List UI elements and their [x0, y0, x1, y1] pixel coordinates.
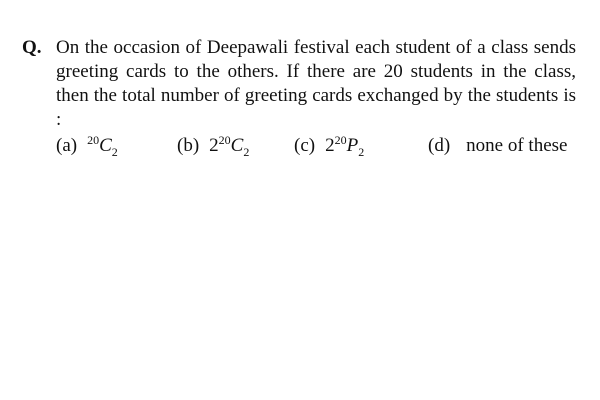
option-a-superscript: 20	[87, 133, 100, 147]
option-b-letter: C	[230, 135, 244, 156]
option-b-label: (b)	[177, 135, 200, 156]
option-d	[428, 134, 567, 158]
option-c-letter: P	[346, 135, 359, 156]
option-a-subscript: 2	[111, 145, 118, 159]
option-a	[56, 134, 118, 158]
option-b-superscript: 20	[218, 133, 231, 147]
option-c-coefficient: 2	[325, 135, 335, 156]
option-b	[177, 134, 249, 158]
option-b-coefficient: 2	[209, 135, 219, 156]
option-c	[294, 134, 364, 158]
question-text: On the occasion of Deepawali festival each student of a class sends greeting cards to the others. If there are 20 students in the class, then the total number of greeting cards exchanged by the students is :	[56, 37, 576, 130]
option-c-label: (c)	[294, 135, 316, 156]
option-d-text: none of these	[466, 135, 568, 156]
option-c-subscript: 2	[358, 145, 365, 159]
option-c-superscript: 20	[334, 133, 347, 147]
option-a-label: (a)	[56, 135, 78, 156]
answer-options	[56, 134, 586, 164]
option-a-letter: C	[99, 135, 112, 156]
option-d-label: (d)	[428, 135, 451, 156]
question-label: Q.	[22, 37, 42, 58]
option-b-subscript: 2	[243, 145, 250, 159]
